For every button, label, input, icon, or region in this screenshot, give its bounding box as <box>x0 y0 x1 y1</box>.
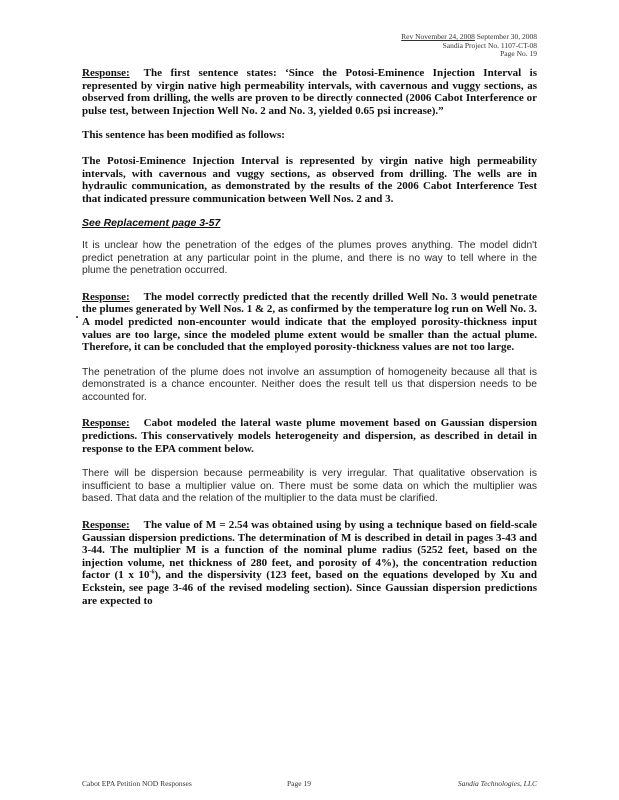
modified-intro: This sentence has been modified as follows: <box>82 129 285 142</box>
page-header <box>401 33 537 59</box>
response-text-part-a: The value of M = 2.54 was obtained using by using a technique based on field-scale Gaussian dispersion predictions. The determination of M is described in detail in pages 3-43 and 3-44. The multiplier M is a function of the nominal plume radius (5252 feet, based on the injection volume, net thickness of 280 feet, and porosity of 4%), the concentration reduction factor (1 x 10 <box>82 519 537 582</box>
response-paragraph-3 <box>82 417 537 455</box>
modified-sentence: The Potosi-Eminence Injection Interval is represented by virgin native high permeability intervals, with cavernous and vuggy sections, as observed from drilling. The wells are in hydraulic communication, as demonstrated by the results of the 2006 Cabot Interference Test that indicated pressure communication between Well Nos. 2 and 3. <box>82 154 537 205</box>
response-paragraph-1 <box>82 67 537 117</box>
epa-comment-2: The penetration of the plume does not involve an assumption of homogeneity because all that is demonstrated is a chance encounter. Neither does the result tell us that dispersion needs to be accounted for. <box>82 366 537 403</box>
response-text-superscript: -6 <box>149 569 155 576</box>
document-body <box>82 67 537 607</box>
response-label: Response: <box>82 519 130 532</box>
replacement-page-link[interactable]: See Replacement page 3-57 <box>82 217 221 230</box>
response-text: The model correctly predicted that the recently drilled Well No. 3 would penetrate the plumes generated by Well Nos. 1 & 2, as confirmed by the temperature log run on Well No. 3. A model predicted non-encounter would indicate that the employed porosity-thickness input values are too large, since the modeled plume extent would be smaller than the actual plume. Therefore, it can be concluded that the employed porosity-thickness values are not too large. <box>82 290 537 354</box>
response-text: The first sentence states: ‘Since the Potosi-Eminence Injection Interval is represented by virgin native high permeability intervals, with cavernous and vuggy sections, as observed from drilling, the wells are proven to be directly connected (2006 Cabot Interference or pulse test, between Injection Well No. 2 and No. 3, yielded 0.65 psi increase).” <box>82 67 537 117</box>
response-label: Response: <box>82 417 130 430</box>
header-project-number: Sandia Project No. 1107-CT-08 <box>442 40 537 50</box>
header-revision-struck: Rev November 24, 2008 <box>401 32 475 41</box>
response-label: Response: <box>82 290 130 303</box>
header-revision-date: September 30, 2008 <box>474 32 537 41</box>
footer-company: Sandia Technologies, LLC <box>457 779 537 788</box>
margin-mark <box>76 316 78 318</box>
response-paragraph-4 <box>82 519 537 607</box>
response-paragraph-2 <box>82 291 537 354</box>
response-label: Response: <box>82 67 130 79</box>
footer-page-number: Page 19 <box>287 779 311 788</box>
footer-document-title: Cabot EPA Petition NOD Responses <box>82 779 192 788</box>
response-text-part-b: ), and the dispersivity (123 feet, based on the equations developed by Xu and Eckstein, see page 3-46 of the revised modeling section). Since Gaussian dispersion predictions are expected to <box>82 569 537 607</box>
epa-comment-3: There will be dispersion because permeability is very irregular. That qualitative observation is insufficient to base a multiplier value on. There must be some data on which the multiplier was based. That data and the relation of the multiplier to the data must be clarified. <box>82 468 537 505</box>
replacement-page-link-row <box>82 217 537 230</box>
response-text: Cabot modeled the lateral waste plume movement based on Gaussian dispersion predictions. This conservatively models heterogeneity and dispersion, as described in detail in response to the EPA comment below. <box>82 417 537 455</box>
header-page-number: Page No. 19 <box>500 49 537 59</box>
epa-comment-1: It is unclear how the penetration of the edges of the plumes proves anything. The model didn't predict penetration at any particular point in the plume, and there is no way to tell where in the plume the penetration occurred. <box>82 239 537 277</box>
